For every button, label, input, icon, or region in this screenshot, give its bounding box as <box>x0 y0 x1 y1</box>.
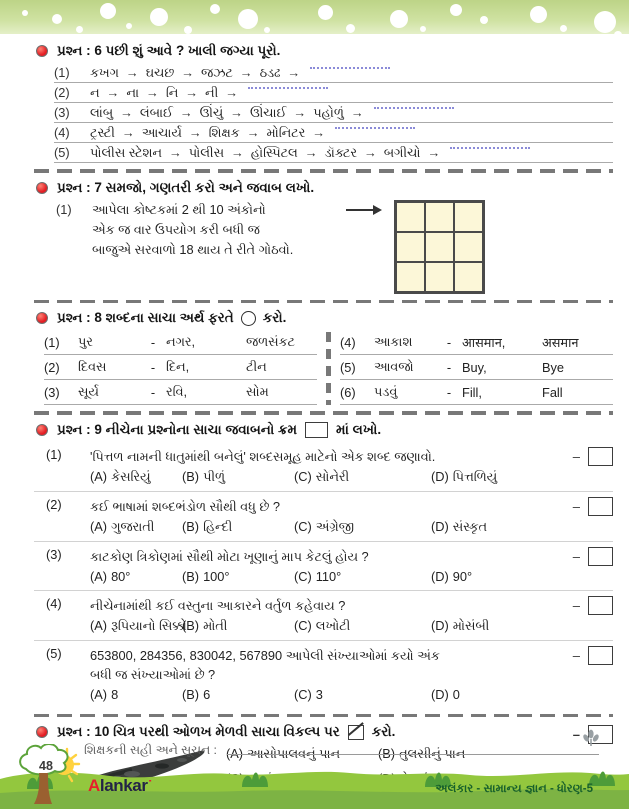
answer-blank[interactable] <box>335 127 415 129</box>
bubble <box>238 9 258 29</box>
checkbox-check-icon <box>348 725 364 740</box>
arrow-icon: → <box>350 105 364 120</box>
sequence-word: પોલીસ સ્ટેશન <box>90 145 162 160</box>
arrow-icon: → <box>225 85 239 100</box>
page-number-tree-icon <box>14 744 88 809</box>
sequence-word: ટ્રસ્ટી <box>90 125 115 140</box>
bubble <box>420 26 426 32</box>
section-divider <box>34 169 613 173</box>
match-option[interactable]: Bye <box>542 359 565 375</box>
option-label: (C) <box>294 617 312 633</box>
grid-cell[interactable] <box>396 262 425 292</box>
arrow-icon: → <box>179 105 193 120</box>
question-8-title-suffix: કરો. <box>262 310 287 325</box>
option[interactable] <box>431 618 489 634</box>
match-option[interactable]: દિન, <box>166 359 190 374</box>
bubble <box>184 26 192 34</box>
item-number: (4) <box>54 125 70 140</box>
match-option[interactable]: आसमान, <box>462 335 506 350</box>
option[interactable] <box>90 569 182 584</box>
option-text: ગુજરાતી <box>111 518 155 534</box>
grid-cell[interactable] <box>454 232 483 262</box>
arrow-icon: → <box>168 145 182 160</box>
item-number: (1) <box>54 65 70 80</box>
question-bullet-icon <box>36 45 48 57</box>
option-label: (B) <box>378 746 396 761</box>
sequence-word: હોસ્પિટલ <box>250 145 298 160</box>
option[interactable] <box>182 469 294 485</box>
sequence-word: ઊંચું <box>199 105 224 120</box>
question-6-items <box>34 63 613 163</box>
bubble <box>150 8 168 26</box>
item-number: (3) <box>54 105 70 120</box>
column-divider <box>326 332 331 405</box>
sequence-word: નિ <box>165 85 179 100</box>
worksheet-content <box>0 34 629 803</box>
question-10-title-suffix: કરો. <box>371 724 396 739</box>
option[interactable] <box>294 618 431 634</box>
match-option[interactable]: असमान <box>542 335 579 350</box>
answer-box[interactable] <box>588 447 613 466</box>
option-text: આસોપાલવનું પાન <box>247 746 341 761</box>
item-number: (6) <box>340 384 356 400</box>
sequence-word: ડૉક્ટર <box>324 145 357 160</box>
option[interactable] <box>431 569 472 584</box>
item-number: (1) <box>56 201 72 217</box>
question-6-title-row <box>36 43 613 59</box>
option-text: 90° <box>452 568 473 584</box>
sequence-word: ન <box>90 85 100 100</box>
dash: - <box>150 334 156 350</box>
dash: - <box>150 384 156 400</box>
arrow-icon: → <box>188 125 202 140</box>
question-9-title-suffix: માં લખો. <box>336 421 382 437</box>
answer-slot <box>573 596 613 615</box>
option-label: (B) <box>182 468 200 484</box>
arrow-icon: → <box>287 65 301 80</box>
match-word: પડવું <box>374 384 398 399</box>
sequence-word: લાંબુ <box>90 105 114 120</box>
sequence-word: પહોળું <box>313 105 344 120</box>
sequence-word: મોનિટર <box>266 125 306 140</box>
option[interactable] <box>182 687 294 702</box>
item-number: (3) <box>44 384 60 400</box>
bubble <box>264 27 270 33</box>
mcq-item <box>34 641 613 708</box>
option-text: સંસ્કૃત <box>452 518 487 534</box>
option-label: (D) <box>431 468 449 484</box>
bubble <box>594 11 616 33</box>
answer-box[interactable] <box>588 547 613 566</box>
answer-box-icon <box>305 422 328 438</box>
q8-left-column <box>44 330 317 405</box>
question-8-title-prefix: પ્રશ્ન : 8 શબ્દના સાચા અર્થ ફરતે <box>57 310 234 325</box>
arrow-icon: → <box>246 125 260 140</box>
question-8-title-row <box>36 310 613 326</box>
question-bullet-icon <box>36 726 48 738</box>
option[interactable] <box>431 519 487 535</box>
plant-decoration-icon <box>583 729 599 752</box>
option[interactable] <box>294 687 431 702</box>
option[interactable] <box>294 569 431 584</box>
arrow-icon: → <box>146 85 159 100</box>
question-7-title-row <box>36 180 613 196</box>
option-text: 3 <box>315 686 323 702</box>
arrow-icon: → <box>304 145 318 160</box>
match-row <box>44 380 317 405</box>
sequence-row <box>54 103 613 123</box>
answer-box[interactable] <box>588 646 613 665</box>
item-number: (1) <box>44 334 60 350</box>
option-text: તુલસીનું પાન <box>399 746 466 761</box>
option-text: પીળું <box>203 468 226 484</box>
answer-blank[interactable] <box>450 147 530 149</box>
option-text: 6 <box>203 686 211 702</box>
sequence-word: ના <box>126 85 140 100</box>
question-6-title: પ્રશ્ન : 6 પછી શું આવે ? ખાલી જગ્યા પૂરો. <box>57 43 281 58</box>
section-divider <box>34 411 613 415</box>
item-number: (2) <box>46 496 62 512</box>
sequence-word: ની <box>205 85 219 100</box>
options-row <box>90 469 613 485</box>
match-word: પુર <box>78 334 93 349</box>
grid-cell[interactable] <box>425 262 454 292</box>
question-9-title-row <box>36 422 613 438</box>
bubble <box>560 25 567 32</box>
signature-line[interactable] <box>227 753 599 755</box>
bubble <box>530 6 547 23</box>
option-label: (D) <box>431 686 449 702</box>
options-row <box>90 519 613 535</box>
item-number: (4) <box>46 595 62 611</box>
page-number: 48 <box>39 759 53 773</box>
question-text <box>90 497 280 516</box>
item-number: (1) <box>46 446 62 462</box>
question-10-title-prefix: પ્રશ્ન : 10 ચિત્ર પરથી ઓળખ મેળવી સાચા વિકલ્પ પર <box>57 724 340 739</box>
arrow-icon: → <box>120 105 133 120</box>
bubble <box>450 4 462 16</box>
match-option[interactable]: ટીન <box>246 359 267 374</box>
option-label: (C) <box>294 468 312 484</box>
match-option[interactable]: રવિ, <box>166 384 188 399</box>
question-text <box>90 596 345 615</box>
question-6 <box>34 43 613 163</box>
section-divider <box>34 300 613 304</box>
sequence-row <box>54 83 613 103</box>
item-number: (5) <box>54 145 70 160</box>
question-7-text <box>92 200 340 260</box>
item-number: (2) <box>54 85 70 100</box>
bubble <box>210 4 220 14</box>
question-bullet-icon <box>36 312 48 324</box>
grid-cell[interactable] <box>396 202 425 232</box>
question-9-items <box>34 442 613 708</box>
grid-cell[interactable] <box>425 202 454 232</box>
option-text: અંગ્રેજી <box>315 518 354 534</box>
mcq-item <box>34 492 613 542</box>
sequence-word: પોલીસ <box>188 145 224 160</box>
arrow-icon: → <box>293 105 307 120</box>
option[interactable] <box>431 469 497 485</box>
dash: – <box>572 448 580 464</box>
grid-cell[interactable] <box>425 232 454 262</box>
option-text: સોનેરી <box>315 468 350 484</box>
match-option[interactable]: નગર, <box>166 334 196 349</box>
arrow-icon <box>346 209 380 211</box>
grid-cell[interactable] <box>454 202 483 232</box>
option-label: (A) <box>90 468 108 484</box>
match-row <box>340 380 613 405</box>
bubble <box>614 31 622 34</box>
question-row <box>46 596 613 615</box>
question-8 <box>34 310 613 405</box>
match-word: સૂર્ય <box>78 384 99 399</box>
question-text-line: નીચેનામાંથી કઈ વસ્તુના આકારને વર્તુળ કહેવાય ? <box>90 597 346 613</box>
question-9 <box>34 422 613 708</box>
question-bullet-icon <box>36 182 48 194</box>
question-text-line: કઈ ભાષામાં શબ્દભંડોળ સૌથી વધુ છે ? <box>90 498 280 514</box>
bubble <box>480 16 488 24</box>
arrow-icon: → <box>427 145 441 160</box>
dash: – <box>572 597 580 613</box>
item-number: (5) <box>340 359 356 375</box>
option-label: (D) <box>431 568 449 584</box>
arrow-icon: → <box>312 125 326 140</box>
arrow-icon: → <box>230 105 243 120</box>
answer-slot <box>573 547 613 566</box>
mcq-item <box>34 542 613 591</box>
option-label: (D) <box>431 518 449 534</box>
question-7 <box>34 180 613 294</box>
sequence-word: ઘચછ <box>145 65 175 80</box>
option-text: મોસંબી <box>452 617 490 633</box>
match-row <box>44 355 317 380</box>
bubble <box>390 10 408 28</box>
sequence-word: જઝટ <box>201 65 233 80</box>
option-label: (C) <box>294 518 312 534</box>
question-text <box>90 447 435 466</box>
match-option[interactable]: Buy, <box>462 359 487 375</box>
match-option[interactable]: સોમ <box>246 384 269 399</box>
question-row <box>46 447 613 466</box>
option-label: (C) <box>294 568 312 584</box>
section-divider <box>34 714 613 718</box>
answer-slot <box>573 497 613 516</box>
sequence-row <box>54 143 613 163</box>
option-label: (B) <box>182 568 200 584</box>
bubble <box>318 5 333 20</box>
dash: - <box>446 384 452 400</box>
option-text: હિન્દી <box>203 518 233 534</box>
match-word: આવજો <box>374 359 414 374</box>
match-option[interactable]: જળસંકટ <box>246 334 295 349</box>
question-bullet-icon <box>36 424 48 436</box>
option-label: (B) <box>182 617 200 633</box>
dash: – <box>572 647 580 663</box>
bubble <box>76 26 83 33</box>
arrow-icon: → <box>181 65 194 80</box>
arrow-icon: → <box>125 65 139 80</box>
circle-mark-icon <box>241 311 256 326</box>
dash: – <box>572 548 580 564</box>
option-label: (B) <box>182 518 200 534</box>
question-text-line: 653800, 284356, 830042, 567890 આપેલી સંખ્યાઓમાં કયો અંક <box>90 647 440 663</box>
item-number: (3) <box>46 546 62 562</box>
option-label: (A) <box>90 617 108 633</box>
option[interactable] <box>294 469 431 485</box>
option[interactable] <box>90 687 182 702</box>
option[interactable] <box>90 617 187 634</box>
answer-slot <box>573 447 613 466</box>
option-label: (A) <box>90 686 108 702</box>
option[interactable] <box>90 469 182 485</box>
option-label: (A) <box>90 568 108 584</box>
brand-logo: Alankar ˙ <box>88 776 152 796</box>
match-row <box>340 330 613 355</box>
options-row <box>90 687 613 702</box>
question-row <box>46 646 613 684</box>
option-text: 80° <box>111 568 131 584</box>
sequence-word: શિક્ષક <box>208 125 240 140</box>
dash: - <box>150 359 156 375</box>
question-7-body <box>56 200 613 294</box>
grid-cell[interactable] <box>396 232 425 262</box>
option[interactable] <box>90 519 182 535</box>
question-text-line: 'પિત્તળ નામની ધાતુમાંથી બનેલું' શબ્દસમૂહ માટેનો એક શબ્દ જણાવો. <box>90 448 436 464</box>
question-text <box>90 547 369 566</box>
option-label: (D) <box>431 617 449 633</box>
sequence-word: ઊંચાઈ <box>249 105 287 120</box>
match-word: દિવસ <box>78 359 107 374</box>
option-text: 100° <box>203 568 230 584</box>
option-text: લખોટી <box>315 617 351 633</box>
option-text: 0 <box>452 686 460 702</box>
dash: - <box>446 359 452 375</box>
bubble <box>22 10 28 16</box>
bubble <box>52 14 62 24</box>
arrow-icon: → <box>121 125 135 140</box>
mcq-item <box>34 591 613 641</box>
options-row <box>90 618 613 634</box>
bubble <box>100 3 116 19</box>
answer-blank[interactable] <box>310 67 390 69</box>
decorative-top-band <box>0 0 629 34</box>
question-10-title-row <box>36 724 613 740</box>
question-row <box>46 497 613 516</box>
option-text: મોતી <box>203 617 228 633</box>
sequence-word: ઠડઢ <box>259 65 281 80</box>
question-text-line: બધી જ સંખ્યાઓમાં છે ? <box>90 666 216 682</box>
q8-right-column <box>340 330 613 405</box>
match-word: આકાશ <box>374 334 413 349</box>
question-text-line: બાજુએ સરવાળો 18 થાય તે રીતે ગોઠવો. <box>92 241 294 257</box>
arrow-icon: → <box>185 85 199 100</box>
arrow-icon: → <box>239 65 253 80</box>
answer-box[interactable] <box>588 497 613 516</box>
sequence-word: બગીચો <box>383 145 421 160</box>
question-8-columns <box>44 330 613 405</box>
mcq-item <box>34 442 613 492</box>
item-number: (5) <box>46 645 62 661</box>
dash: – <box>572 727 580 742</box>
sequence-row <box>54 63 613 83</box>
grid-cell[interactable] <box>454 262 483 292</box>
sequence-word: આચાર્ય <box>141 125 182 140</box>
option-text: પિત્તળિયું <box>452 468 498 484</box>
dash: - <box>446 334 452 350</box>
question-text-line: એક જ વાર ઉપયોગ કરી બધી જ <box>92 221 260 237</box>
signature-label: શિક્ષકની સહી અને સૂચન : <box>84 743 217 757</box>
match-option[interactable]: Fill, <box>462 384 482 400</box>
options-row <box>90 569 613 584</box>
arrow-icon: → <box>230 145 244 160</box>
match-row <box>44 330 317 355</box>
sequence-row <box>54 123 613 143</box>
question-text-line: આપેલા કોષ્ટકમાં 2 થી 10 અંકોનો <box>92 201 266 217</box>
arrow-icon: → <box>106 85 120 100</box>
option[interactable] <box>294 519 431 535</box>
match-option[interactable]: Fall <box>542 384 563 400</box>
answer-grid <box>394 200 485 294</box>
question-text <box>90 646 440 684</box>
signature-row <box>84 743 603 758</box>
answer-blank[interactable] <box>248 87 328 89</box>
book-title: અલંકાર - સામાન્ય જ્ઞાન - ધોરણ-5 <box>435 783 593 795</box>
option[interactable] <box>182 519 294 535</box>
bubble <box>346 24 355 33</box>
option-label: (A) <box>226 746 244 761</box>
question-row <box>46 547 613 566</box>
arrow-icon: → <box>363 145 377 160</box>
dash: – <box>572 498 580 514</box>
option-text: રૂપિયાનો સિક્કો <box>111 617 187 633</box>
answer-blank[interactable] <box>374 107 454 109</box>
option[interactable] <box>431 687 460 702</box>
question-text-line: કાટકોણ ત્રિકોણમાં સૌથી મોટા ખૂણાનું માપ કેટલું હોય ? <box>90 548 369 564</box>
option-label: (B) <box>182 686 200 702</box>
option-text: 8 <box>111 686 119 702</box>
option[interactable] <box>182 618 294 634</box>
option-label: (C) <box>294 686 312 702</box>
question-9-title-prefix: પ્રશ્ન : 9 નીચેના પ્રશ્નોના સાચા જવાબનો ક્રમ <box>57 421 298 437</box>
option-label: (A) <box>90 518 108 534</box>
match-row <box>340 355 613 380</box>
item-number: (4) <box>340 334 356 350</box>
option-text: કેસરિયું <box>111 468 151 484</box>
answer-slot <box>573 646 613 665</box>
question-7-title: પ્રશ્ન : 7 સમજો, ગણતરી કરો અને જવાબ લખો. <box>57 179 315 195</box>
option-text: 110° <box>315 568 342 584</box>
answer-box[interactable] <box>588 596 613 615</box>
sequence-word: લંબાઈ <box>139 105 173 120</box>
item-number: (2) <box>44 359 60 375</box>
bubble <box>126 23 132 29</box>
option[interactable] <box>182 569 294 584</box>
sequence-word: કખગ <box>90 65 119 80</box>
